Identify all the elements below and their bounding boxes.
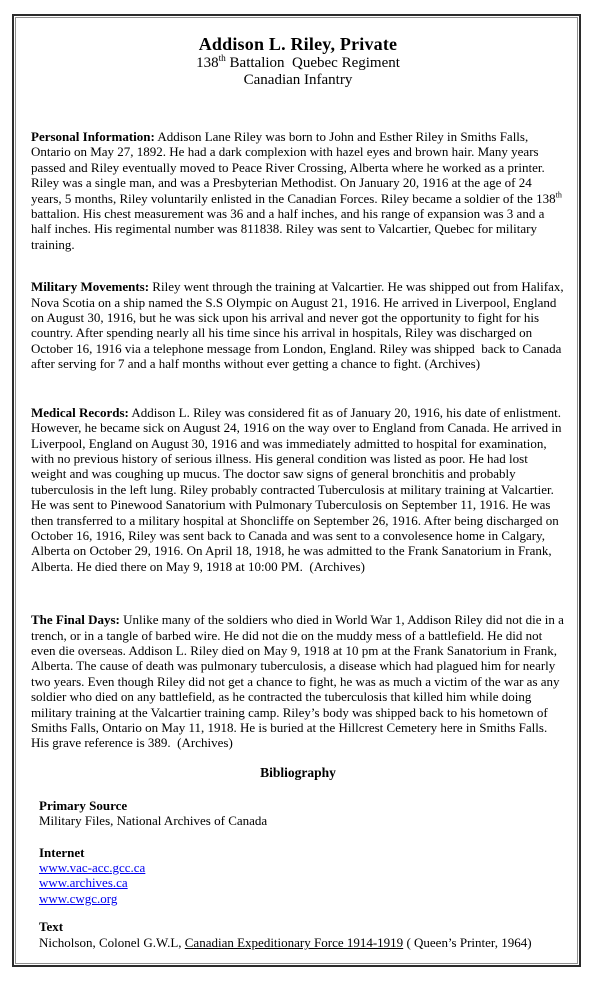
section-text: Addison L. Riley was considered fit as of January 20, 1916, his date of enlistment. However, he became sick on August 24, 1916 on the way over to England from Canada. He arrived in Liverpool, England on August 30, 1916 and was immediately admitted to hospital for examination, with no previous history of serious illness. His general condition was listed as poor. He had lost weight and was coughing up mucus. The doctor saw signs of general bronchitis and probably tuberculosis in the left lung. Riley probably contracted Tuberculosis at military training at Valcartier. He was sent to Pinewood Sanatorium with Pulmonary Tuberculosis on September 11, 1916. He was then transferred to a military hospital at Shoncliffe on September 26, 1916. After being discharged on October 16, 1916, Riley was sent back to Canada and was sent to a convolesence home in Calgary, Alberta on October 29, 1916. On April 18, 1918, he was admitted to the Frank Sanatorium in Frank, Alberta. He died there on May 9, 1918 at 10:00 PM. (Archives)	[31, 404, 565, 574]
citation-publisher: ( Queen’s Printer, 1964)	[403, 934, 532, 950]
page-border	[12, 14, 581, 967]
ordinal-superscript: th	[218, 54, 226, 64]
bibliography-link-archives[interactable]: www.archives.ca	[39, 875, 128, 891]
section-military-movements	[31, 279, 565, 371]
bibliography-internet	[39, 845, 565, 907]
bibliography-link-vac-acc[interactable]: www.vac-acc.gcc.ca	[39, 860, 146, 876]
text-source-citation	[39, 935, 565, 950]
citation-author: Nicholson, Colonel G.W.L,	[39, 934, 185, 950]
page-border-inner	[15, 17, 578, 964]
page-subtitle-regiment	[31, 55, 565, 72]
section-text: Riley went through the training at Valcartier. He was shipped out from Halifax, Nova Scotia on a ship named the S.S Olympic on August 21, 1916. He arrived in Liverpool, England on August 30, 1916, but he was sick upon his arrival and never got the opportunity to fight for his country. After spending nearly all his time since his arrival in hospitals, Riley was discharged on October 16, 1916 via a telephone message from London, England. Riley was shipped back to Canada after serving for 7 and a half months without ever getting a chance to fight. (Archives)	[31, 279, 567, 372]
battalion-number: 138	[196, 55, 219, 71]
bibliography-primary-source	[39, 798, 565, 829]
primary-source-label: Primary Source	[39, 797, 128, 813]
regiment-text: Battalion Quebec Regiment	[225, 55, 400, 71]
title-block	[31, 34, 565, 89]
bibliography-heading: Bibliography	[260, 764, 336, 780]
section-label: The Final Days:	[31, 612, 120, 628]
section-label: Medical Records:	[31, 404, 129, 420]
primary-source-text: Military Files, National Archives of Canada	[39, 813, 268, 829]
section-personal-information	[31, 129, 565, 252]
section-medical-records	[31, 405, 565, 574]
citation-book-title: Canadian Expeditionary Force 1914-1919	[184, 934, 404, 950]
ordinal-superscript: th	[555, 190, 562, 200]
section-label: Military Movements:	[31, 279, 150, 295]
section-label: Personal Information:	[31, 129, 155, 144]
page-subtitle-infantry: Canadian Infantry	[243, 72, 353, 88]
section-text: Unlike many of the soldiers who died in World War 1, Addison Riley did not die in a trench, or in a tangle of barbed wire. He did not die on the muddy mess of a battlefield. He did not even die overseas. Addison L. Riley died on May 9, 1918 at 10 pm at the Frank Sanatorium in Frank, Alberta. The cause of death was pulmonary tuberculosis, a disease which had plagued him for nearly two years. Even though Riley did not get a chance to fight, he was as much a victim of the war as any soldier who died on any battlefield, as he contracted the tuberculosis that killed him while doing military training at the Valcartier training camp. Riley’s body was shipped back to his hometown of Smiths Falls, Ontario on May 11, 1918. He is buried at the Hillcrest Cemetery here in Smiths Falls. His grave reference is 389. (Archives)	[31, 612, 568, 751]
bibliography-text-source	[39, 919, 565, 950]
text-source-label: Text	[39, 919, 64, 935]
section-text: Addison Lane Riley was born to John and Esther Riley in Smiths Falls, Ontario on May 27, 1892. He had a dark complexion with hazel eyes and brown hair. Many years passed and Riley eventually moved to Peace River Crossing, Alberta where he worked as a printer. Riley was a single man, and was a Presbyterian Methodist. On January 20, 1916 at the age of 24 years, 5 months, Riley voluntarily enlisted in the Canadian Forces. Riley became a soldier of the 138	[31, 129, 556, 206]
page-title: Addison L. Riley, Private	[198, 34, 398, 54]
section-final-days	[31, 612, 568, 751]
bibliography-link-cwgc[interactable]: www.cwgc.org	[39, 890, 118, 906]
internet-label: Internet	[39, 844, 85, 860]
section-text-continued: battalion. His chest measurement was 36 and a half inches, and his range of expansion was 3 and a half inches. His regimental number was 811838. Riley was sent to Valcartier, Quebec for military training.	[31, 190, 566, 252]
